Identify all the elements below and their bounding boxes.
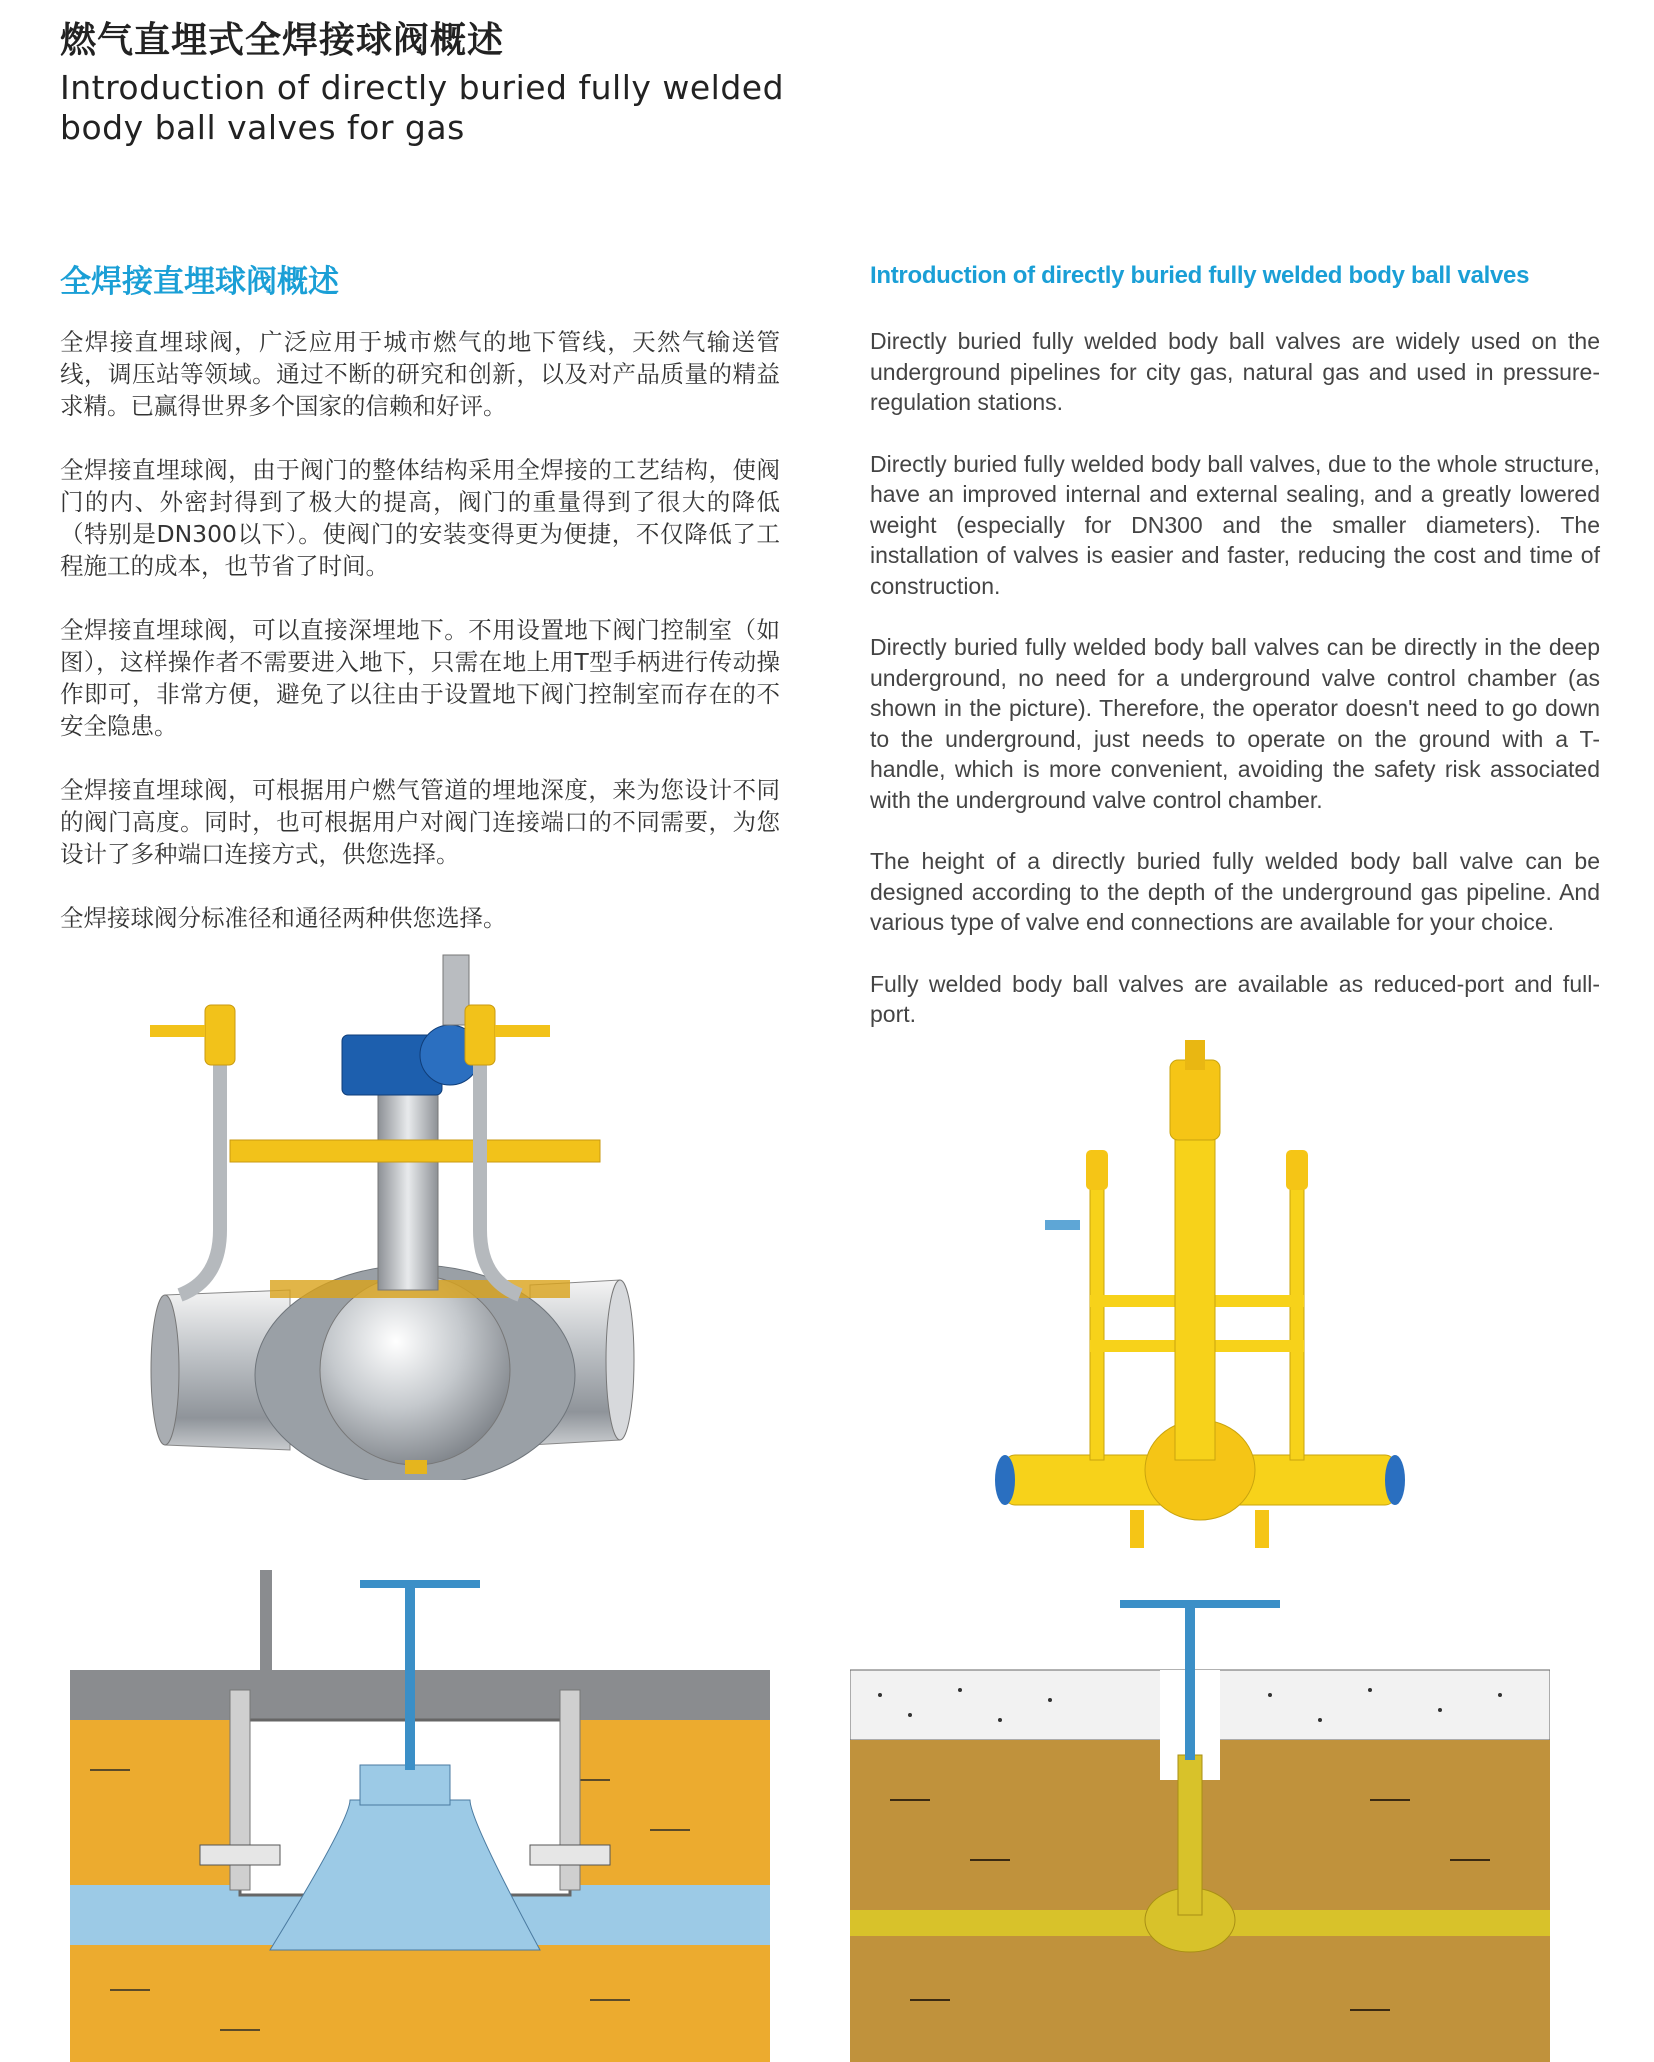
cn-paragraph-2: 全焊接直埋球阀，由于阀门的整体结构采用全焊接的工艺结构，使阀门的内、外密封得到了极大的提高，阀门的重量得到了很大的降低（特别是DN300以下）。使阀门的安装变得更为便捷，不仅降低了工程施工的成本，也节省了时间。 [60, 456, 780, 580]
en-paragraph-2: Directly buried fully welded body ball valves, due to the whole structure, have an improved internal and external sealing, and a greatly lowered weight (especially for DN300 and the smaller diameters). The installation of valves is easier and faster, reducing the cost and time of construction. [870, 450, 1600, 599]
en-paragraph-1: Directly buried fully welded body ball valves are widely used on the underground pipelines for city gas, natural gas and used in pressure-regulation stations. [870, 328, 1600, 415]
en-paragraph-4: The height of a directly buried fully welded body ball valve can be designed according to the depth of the underground gas pipeline. And various type of valve end connections are available for your choice. [870, 848, 1600, 935]
cn-paragraph-5: 全焊接球阀分标准径和通径两种供您选择。 [60, 904, 507, 932]
en-paragraph-3: Directly buried fully welded body ball valves can be directly in the deep underground, no need for a underground valve control chamber (as shown in the picture). Therefore, the operator doesn't need to go down to the underground, just needs to operate on the ground with a T-handle, which is more convenient, avoiding the safety risk associated with the underground valve control chamber. [870, 634, 1600, 813]
yellow-valve-illustration [990, 1040, 1410, 1560]
underground-chamber-diagram [70, 1570, 770, 2062]
page-title-en: Introduction of directly buried fully welded body ball valves for gas [60, 68, 785, 147]
page-title-cn: 燃气直埋式全焊接球阀概述 [60, 20, 505, 61]
en-paragraph-5: Fully welded body ball valves are available as reduced-port and full-port. [870, 970, 1600, 1027]
cn-paragraph-3: 全焊接直埋球阀，可以直接深埋地下。不用设置地下阀门控制室（如图），这样操作者不需要进入地下，只需在地上用T型手柄进行传动操作即可，非常方便，避免了以往由于设置地下阀门控制室而存在的不安全隐患。 [60, 616, 780, 740]
cn-paragraph-4: 全焊接直埋球阀，可根据用户燃气管道的埋地深度，来为您设计不同的阀门高度。同时，也可根据用户对阀门连接端口的不同需要，为您设计了多种端口连接方式，供您选择。 [60, 776, 780, 868]
english-text-column [870, 326, 1600, 1061]
chinese-text-column [60, 326, 780, 966]
section-heading-en: Introduction of directly buried fully welded body ball valves [870, 262, 1530, 289]
valve-cutaway-illustration [150, 950, 670, 1480]
cn-paragraph-1: 全焊接直埋球阀，广泛应用于城市燃气的地下管线，天然气输送管线，调压站等领域。通过不断的研究和创新，以及对产品质量的精益求精。已赢得世界多个国家的信赖和好评。 [60, 328, 780, 420]
section-heading-cn: 全焊接直埋球阀概述 [60, 264, 339, 300]
direct-buried-diagram [850, 1600, 1550, 2062]
